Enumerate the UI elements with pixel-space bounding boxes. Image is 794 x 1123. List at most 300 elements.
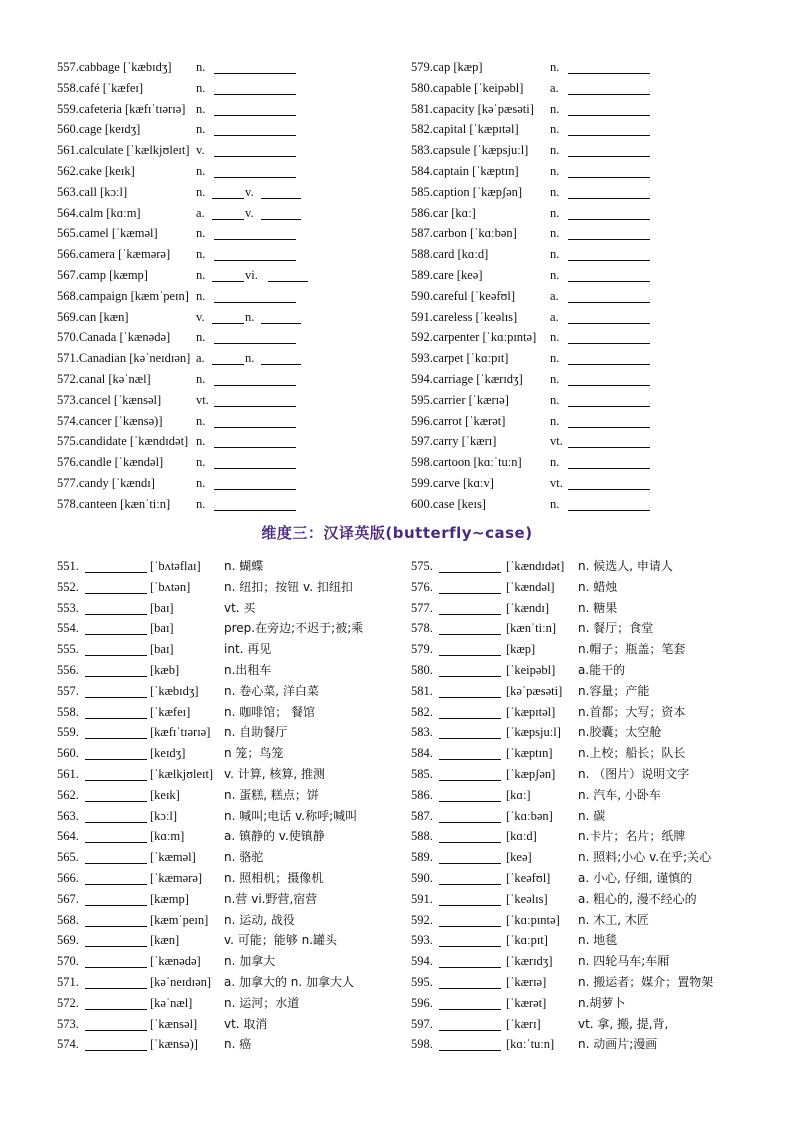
part-of-speech: n. bbox=[196, 101, 206, 116]
part-of-speech: n. bbox=[550, 164, 560, 178]
definition: int. 再见 bbox=[224, 642, 272, 657]
answer-blank bbox=[261, 310, 301, 324]
definition: n. 动画片;漫画 bbox=[578, 1037, 658, 1052]
phonetic: [ˈkeipəbl] bbox=[506, 663, 556, 677]
definition: n. 汽车, 小卧车 bbox=[578, 787, 661, 802]
part-of-speech: n. bbox=[196, 288, 206, 303]
definition: n. 候选人, 申请人 bbox=[578, 559, 673, 573]
answer-blank bbox=[85, 642, 147, 656]
phonetic: [ˈkæpɪtəl] bbox=[506, 704, 556, 719]
answer-blank bbox=[568, 81, 650, 95]
phonetic: [ˈkændəl] bbox=[506, 579, 555, 594]
part-of-speech: n. bbox=[196, 164, 206, 178]
word-entry: 587.carbon [ˈkɑːbən] bbox=[411, 226, 517, 241]
definition: n. 运动, 战役 bbox=[224, 912, 295, 927]
part-of-speech: a. bbox=[550, 80, 559, 95]
entry-number: 587. bbox=[411, 808, 433, 823]
part-of-speech: n. bbox=[196, 184, 206, 199]
entry-number: 553. bbox=[57, 600, 79, 615]
word-entry: 591.careless [ˈkeəlɪs] bbox=[411, 309, 518, 324]
answer-blank bbox=[85, 705, 147, 719]
word-entry: 557.cabbage [ˈkæbɪdʒ] bbox=[57, 60, 172, 74]
phonetic: [ˈkænsəl] bbox=[150, 1016, 198, 1031]
entry-number: 582. bbox=[411, 704, 433, 719]
definition: n.帽子；瓶盖；笔套 bbox=[578, 642, 686, 657]
definition: n 笼；鸟笼 bbox=[224, 746, 284, 761]
phonetic: [kæp] bbox=[506, 642, 536, 657]
definition: vt. 拿, 搬, 提,背, bbox=[578, 1016, 669, 1031]
answer-blank bbox=[439, 580, 501, 594]
entry-number: 589. bbox=[411, 850, 433, 865]
phonetic: [ˈbʌtəflaɪ] bbox=[150, 559, 201, 573]
definition: n. 纽扣；按钮 v. 扣纽扣 bbox=[224, 579, 353, 594]
part-of-speech: a. bbox=[550, 309, 559, 324]
part-of-speech: n. bbox=[550, 330, 560, 345]
part-of-speech: v. bbox=[196, 143, 205, 158]
definition: n.上校；船长；队长 bbox=[578, 746, 686, 761]
word-entry: 594.carriage [ˈkærɪdʒ] bbox=[411, 372, 523, 386]
phonetic: [ˈkæpsjuːl] bbox=[506, 725, 561, 740]
phonetic: [ˈkæpʃən] bbox=[506, 767, 556, 781]
definition: n.首都；大写；资本 bbox=[578, 704, 686, 719]
part-of-speech: v. bbox=[245, 205, 254, 220]
entry-number: 568. bbox=[57, 912, 79, 927]
word-entry: 577.candy [ˈkændɪ] bbox=[57, 476, 155, 490]
answer-blank bbox=[85, 1017, 147, 1031]
answer-blank bbox=[85, 684, 147, 698]
definition: n. 碳 bbox=[578, 808, 606, 823]
part-of-speech: vt. bbox=[550, 434, 563, 449]
definition: a. 小心, 仔细, 谨慎的 bbox=[578, 871, 693, 885]
phonetic: [keɪdʒ] bbox=[150, 746, 186, 761]
answer-blank bbox=[439, 975, 501, 989]
phonetic: [kəˈneɪdɪən] bbox=[150, 975, 212, 989]
answer-blank bbox=[568, 164, 650, 178]
definition: a. 加拿大的 n. 加拿大人 bbox=[224, 975, 355, 989]
answer-blank bbox=[214, 102, 296, 116]
entry-number: 575. bbox=[411, 559, 433, 573]
answer-blank bbox=[568, 310, 650, 324]
entry-number: 567. bbox=[57, 891, 79, 906]
answer-blank bbox=[85, 746, 147, 760]
answer-blank bbox=[568, 434, 650, 448]
phonetic: [ˈkɑːpɪntə] bbox=[506, 912, 560, 927]
answer-blank bbox=[85, 829, 147, 843]
entry-number: 565. bbox=[57, 850, 79, 865]
answer-blank bbox=[85, 725, 147, 739]
answer-blank bbox=[85, 954, 147, 968]
answer-blank bbox=[85, 892, 147, 906]
definition: vt. 买 bbox=[224, 600, 256, 615]
answer-blank bbox=[214, 143, 296, 157]
answer-blank bbox=[212, 310, 244, 324]
word-entry: 599.carve [kɑːv] bbox=[411, 476, 494, 490]
entry-number: 598. bbox=[411, 1037, 433, 1052]
definition: n. 卷心菜, 洋白菜 bbox=[224, 683, 319, 698]
entry-number: 586. bbox=[411, 787, 433, 802]
entry-number: 581. bbox=[411, 683, 433, 698]
part-of-speech: n. bbox=[196, 496, 206, 511]
answer-blank bbox=[214, 434, 296, 448]
definition: n. 木工, 木匠 bbox=[578, 912, 649, 927]
answer-blank bbox=[568, 143, 650, 157]
entry-number: 561. bbox=[57, 767, 79, 781]
word-entry: 586.car [kɑː] bbox=[411, 205, 476, 220]
word-entry: 574.cancer [ˈkænsə)] bbox=[57, 413, 163, 428]
phonetic: [keə] bbox=[506, 850, 532, 865]
part-of-speech: n. bbox=[196, 80, 206, 95]
phonetic: [kæmˈpeɪn] bbox=[150, 912, 209, 927]
phonetic: [ˈkændɪ] bbox=[506, 600, 550, 615]
answer-blank bbox=[85, 871, 147, 885]
answer-blank bbox=[568, 102, 650, 116]
answer-blank bbox=[439, 642, 501, 656]
answer-blank bbox=[439, 746, 501, 760]
answer-blank bbox=[261, 185, 301, 199]
phonetic: [ˈkeəlɪs] bbox=[506, 891, 548, 906]
answer-blank bbox=[212, 185, 244, 199]
phonetic: [ˈkæptɪn] bbox=[506, 746, 553, 761]
phonetic: [ˈkæməl] bbox=[150, 850, 196, 865]
definition: n. 骆驼 bbox=[224, 850, 264, 865]
answer-blank bbox=[439, 684, 501, 698]
word-entry: 571.Canadian [kəˈneɪdɪən] bbox=[57, 351, 191, 366]
part-of-speech: n. bbox=[550, 351, 560, 366]
entry-number: 594. bbox=[411, 954, 433, 969]
answer-blank bbox=[568, 330, 650, 344]
part-of-speech: a. bbox=[196, 351, 205, 366]
definition: n.卡片；名片；纸牌 bbox=[578, 829, 686, 844]
part-of-speech: n. bbox=[196, 226, 206, 241]
word-entry: 584.captain [ˈkæptɪn] bbox=[411, 164, 519, 178]
word-entry: 564.calm [kɑːm] bbox=[57, 205, 141, 220]
definition: n.出租车 bbox=[224, 663, 272, 677]
entry-number: 554. bbox=[57, 621, 79, 636]
definition: n. 地毯 bbox=[578, 933, 618, 948]
answer-blank bbox=[439, 788, 501, 802]
answer-blank bbox=[568, 247, 650, 261]
answer-blank bbox=[214, 226, 296, 240]
answer-blank bbox=[261, 206, 301, 220]
part-of-speech: n. bbox=[550, 143, 560, 158]
answer-blank bbox=[439, 850, 501, 864]
definition: vt. 取消 bbox=[224, 1016, 268, 1031]
phonetic: [ˈkærɪdʒ] bbox=[506, 954, 553, 969]
word-entry: 595.carrier [ˈkærɪə] bbox=[411, 392, 509, 407]
answer-blank bbox=[214, 393, 296, 407]
answer-blank bbox=[214, 289, 296, 303]
word-entry: 588.card [kɑːd] bbox=[411, 247, 489, 262]
phonetic: [kɑːd] bbox=[506, 829, 537, 844]
part-of-speech: n. bbox=[550, 392, 560, 407]
answer-blank bbox=[439, 954, 501, 968]
phonetic: [kænˈtiːn] bbox=[506, 621, 556, 636]
entry-number: 584. bbox=[411, 746, 433, 761]
answer-blank bbox=[261, 351, 301, 365]
word-entry: 593.carpet [ˈkɑːpɪt] bbox=[411, 351, 509, 366]
definition: n. 蛋糕, 糕点；饼 bbox=[224, 787, 319, 802]
answer-blank bbox=[214, 247, 296, 261]
part-of-speech: n. bbox=[550, 184, 560, 199]
definition: n. 搬运者；媒介；置物架 bbox=[578, 975, 714, 989]
word-entry: 579.cap [kæp] bbox=[411, 60, 483, 74]
phonetic: [kɑːˈtuːn] bbox=[506, 1037, 555, 1052]
phonetic: [baɪ] bbox=[150, 600, 174, 615]
part-of-speech: n. bbox=[196, 268, 206, 282]
answer-blank bbox=[439, 621, 501, 635]
answer-blank bbox=[568, 60, 650, 74]
phonetic: [kæmp] bbox=[150, 891, 189, 906]
answer-blank bbox=[439, 829, 501, 843]
word-entry: 583.capsule [ˈkæpsjuːl] bbox=[411, 143, 529, 158]
word-entry: 592.carpenter [ˈkɑːpɪntə] bbox=[411, 330, 537, 345]
part-of-speech: n. bbox=[550, 205, 560, 220]
part-of-speech: n. bbox=[196, 434, 206, 449]
entry-number: 592. bbox=[411, 912, 433, 927]
phonetic: [ˈkɑːbən] bbox=[506, 808, 553, 823]
part-of-speech: v. bbox=[196, 309, 205, 324]
entry-number: 570. bbox=[57, 954, 79, 969]
entry-number: 596. bbox=[411, 995, 433, 1010]
answer-blank bbox=[214, 455, 296, 469]
part-of-speech: vi. bbox=[245, 268, 258, 282]
answer-blank bbox=[85, 850, 147, 864]
part-of-speech: n. bbox=[550, 496, 560, 511]
answer-blank bbox=[214, 60, 296, 74]
part-of-speech: n. bbox=[550, 247, 560, 262]
definition: n. 咖啡馆； 餐馆 bbox=[224, 704, 316, 719]
entry-number: 583. bbox=[411, 725, 433, 740]
answer-blank bbox=[268, 268, 308, 282]
answer-blank bbox=[439, 725, 501, 739]
word-entry: 568.campaign [kæmˈpeɪn] bbox=[57, 288, 189, 303]
entry-number: 588. bbox=[411, 829, 433, 844]
definition: a. 镇静的 v.使镇静 bbox=[224, 829, 325, 844]
definition: n.胶囊；太空舱 bbox=[578, 725, 662, 740]
entry-number: 562. bbox=[57, 787, 79, 802]
phonetic: [ˈkændɪdət] bbox=[506, 559, 565, 573]
answer-blank bbox=[212, 268, 244, 282]
word-entry: 575.candidate [ˈkændɪdət] bbox=[57, 434, 189, 449]
phonetic: [ˈkɑːpɪt] bbox=[506, 933, 548, 948]
entry-number: 591. bbox=[411, 891, 433, 906]
part-of-speech: n. bbox=[550, 60, 560, 74]
answer-blank bbox=[568, 497, 650, 511]
entry-number: 576. bbox=[411, 579, 433, 594]
answer-blank bbox=[439, 913, 501, 927]
answer-blank bbox=[85, 559, 147, 573]
word-entry: 598.cartoon [kɑːˈtuːn] bbox=[411, 455, 522, 470]
word-entry: 576.candle [ˈkændəl] bbox=[57, 455, 164, 470]
part-of-speech: n. bbox=[196, 122, 206, 137]
answer-blank bbox=[85, 601, 147, 615]
entry-number: 564. bbox=[57, 829, 79, 844]
entry-number: 595. bbox=[411, 975, 433, 989]
answer-blank bbox=[85, 809, 147, 823]
definition: n. 自助餐厅 bbox=[224, 725, 288, 740]
answer-blank bbox=[212, 351, 244, 365]
word-entry: 597.carry [ˈkærɪ] bbox=[411, 434, 497, 449]
phonetic: [ˈkeəfʊl] bbox=[506, 871, 551, 885]
word-entry: 563.call [kɔːl] bbox=[57, 184, 128, 199]
word-entry: 560.cage [keɪdʒ] bbox=[57, 122, 141, 137]
part-of-speech: n. bbox=[550, 226, 560, 241]
answer-blank bbox=[212, 206, 244, 220]
entry-number: 577. bbox=[411, 600, 433, 615]
entry-number: 580. bbox=[411, 663, 433, 677]
answer-blank bbox=[568, 455, 650, 469]
entry-number: 590. bbox=[411, 871, 433, 885]
answer-blank bbox=[568, 185, 650, 199]
answer-blank bbox=[568, 289, 650, 303]
part-of-speech: v. bbox=[245, 184, 254, 199]
definition: n. 四轮马车;车厢 bbox=[578, 954, 670, 969]
word-entry: 589.care [keə] bbox=[411, 268, 483, 282]
word-entry: 559.cafeteria [kæfɪˈtɪərɪə] bbox=[57, 101, 186, 116]
answer-blank bbox=[568, 476, 650, 490]
phonetic: [baɪ] bbox=[150, 642, 174, 657]
answer-blank bbox=[439, 559, 501, 573]
entry-number: 593. bbox=[411, 933, 433, 948]
definition: n. 癌 bbox=[224, 1037, 252, 1052]
entry-number: 556. bbox=[57, 663, 79, 677]
entry-number: 566. bbox=[57, 871, 79, 885]
word-entry: 566.camera [ˈkæmərə] bbox=[57, 247, 171, 262]
phonetic: [kɑː] bbox=[506, 787, 531, 802]
part-of-speech: vt. bbox=[196, 392, 209, 407]
word-entry: 569.can [kæn] bbox=[57, 309, 129, 324]
phonetic: [baɪ] bbox=[150, 621, 174, 636]
phonetic: [ˈkærɪ] bbox=[506, 1016, 541, 1031]
answer-blank bbox=[439, 767, 501, 781]
entry-number: 573. bbox=[57, 1016, 79, 1031]
answer-blank bbox=[568, 226, 650, 240]
phonetic: [kæfɪˈtɪərɪə] bbox=[150, 725, 211, 740]
phonetic: [ˈkæmərə] bbox=[150, 871, 203, 885]
definition: n.容量；产能 bbox=[578, 683, 650, 698]
entry-number: 559. bbox=[57, 725, 79, 740]
answer-blank bbox=[439, 1017, 501, 1031]
answer-blank bbox=[85, 580, 147, 594]
definition: n. 蜡烛 bbox=[578, 579, 618, 594]
answer-blank bbox=[214, 414, 296, 428]
part-of-speech: n. bbox=[196, 372, 206, 386]
part-of-speech: n. bbox=[550, 122, 560, 137]
answer-blank bbox=[214, 81, 296, 95]
entry-number: 578. bbox=[411, 621, 433, 636]
answer-blank bbox=[568, 351, 650, 365]
definition: n.胡萝卜 bbox=[578, 995, 626, 1010]
definition: prep.在旁边;不迟于;被;乘 bbox=[224, 621, 364, 636]
definition: n. （图片）说明文字 bbox=[578, 767, 690, 781]
answer-blank bbox=[214, 330, 296, 344]
answer-blank bbox=[439, 871, 501, 885]
answer-blank bbox=[85, 975, 147, 989]
definition: v. 计算, 核算, 推测 bbox=[224, 767, 326, 781]
answer-blank bbox=[439, 809, 501, 823]
entry-number: 597. bbox=[411, 1016, 433, 1031]
part-of-speech: n. bbox=[245, 351, 255, 366]
word-entry: 565.camel [ˈkæməl] bbox=[57, 226, 158, 241]
part-of-speech: n. bbox=[196, 60, 206, 74]
answer-blank bbox=[568, 372, 650, 386]
part-of-speech: n. bbox=[196, 455, 206, 470]
answer-blank bbox=[568, 268, 650, 282]
answer-blank bbox=[85, 621, 147, 635]
word-entry: 562.cake [keɪk] bbox=[57, 164, 135, 178]
entry-number: 557. bbox=[57, 683, 79, 698]
entry-number: 560. bbox=[57, 746, 79, 761]
phonetic: [kæb] bbox=[150, 663, 180, 677]
phonetic: [ˈkænsə)] bbox=[150, 1037, 198, 1052]
answer-blank bbox=[568, 206, 650, 220]
phonetic: [ˈkænədə] bbox=[150, 954, 201, 969]
part-of-speech: n. bbox=[196, 330, 206, 345]
entry-number: 555. bbox=[57, 642, 79, 657]
part-of-speech: n. bbox=[196, 413, 206, 428]
entry-number: 571. bbox=[57, 975, 79, 989]
entry-number: 579. bbox=[411, 642, 433, 657]
part-of-speech: n. bbox=[196, 476, 206, 490]
entry-number: 558. bbox=[57, 704, 79, 719]
word-entry: 581.capacity [kəˈpæsəti] bbox=[411, 101, 534, 116]
definition: n. 糖果 bbox=[578, 600, 618, 615]
word-entry: 600.case [keɪs] bbox=[411, 496, 486, 511]
entry-number: 551. bbox=[57, 559, 79, 573]
part-of-speech: n. bbox=[245, 309, 255, 324]
definition: n. 喊叫;电话 v.称呼;喊叫 bbox=[224, 808, 358, 823]
part-of-speech: n. bbox=[550, 101, 560, 116]
word-entry: 572.canal [kəˈnæl] bbox=[57, 372, 151, 386]
word-entry: 590.careful [ˈkeəfʊl] bbox=[411, 288, 516, 303]
definition: n. 加拿大 bbox=[224, 954, 276, 969]
definition: a. 粗心的, 漫不经心的 bbox=[578, 891, 697, 906]
word-entry: 585.caption [ˈkæpʃən] bbox=[411, 184, 523, 199]
phonetic: [ˈkælkjʊleɪt] bbox=[150, 767, 214, 781]
definition: n.营 vi.野营,宿营 bbox=[224, 891, 318, 906]
answer-blank bbox=[439, 705, 501, 719]
phonetic: [kəˈnæl] bbox=[150, 995, 193, 1010]
answer-blank bbox=[214, 476, 296, 490]
answer-blank bbox=[214, 372, 296, 386]
phonetic: [kɔːl] bbox=[150, 808, 178, 823]
word-entry: 578.canteen [kænˈtiːn] bbox=[57, 496, 171, 511]
answer-blank bbox=[568, 122, 650, 136]
definition: n. 餐厅；食堂 bbox=[578, 621, 654, 636]
word-entry: 558.café [ˈkæfeɪ] bbox=[57, 80, 144, 95]
part-of-speech: n. bbox=[550, 372, 560, 386]
word-entry: 596.carrot [ˈkærət] bbox=[411, 413, 506, 428]
part-of-speech: n. bbox=[550, 455, 560, 470]
answer-blank bbox=[85, 663, 147, 677]
answer-blank bbox=[85, 996, 147, 1010]
answer-blank bbox=[439, 892, 501, 906]
answer-blank bbox=[568, 414, 650, 428]
definition: v. 可能；能够 n.罐头 bbox=[224, 933, 338, 948]
part-of-speech: vt. bbox=[550, 476, 563, 490]
phonetic: [kɑːm] bbox=[150, 829, 185, 844]
phonetic: [keɪk] bbox=[150, 787, 180, 802]
entry-number: 563. bbox=[57, 808, 79, 823]
entry-number: 585. bbox=[411, 767, 433, 781]
word-entry: 570.Canada [ˈkænədə] bbox=[57, 330, 171, 345]
definition: n. 照相机；摄像机 bbox=[224, 871, 324, 885]
word-entry: 567.camp [kæmp] bbox=[57, 268, 148, 282]
definition: n. 蝴蝶 bbox=[224, 559, 264, 573]
answer-blank bbox=[439, 933, 501, 947]
part-of-speech: n. bbox=[196, 247, 206, 262]
answer-blank bbox=[439, 1037, 501, 1051]
